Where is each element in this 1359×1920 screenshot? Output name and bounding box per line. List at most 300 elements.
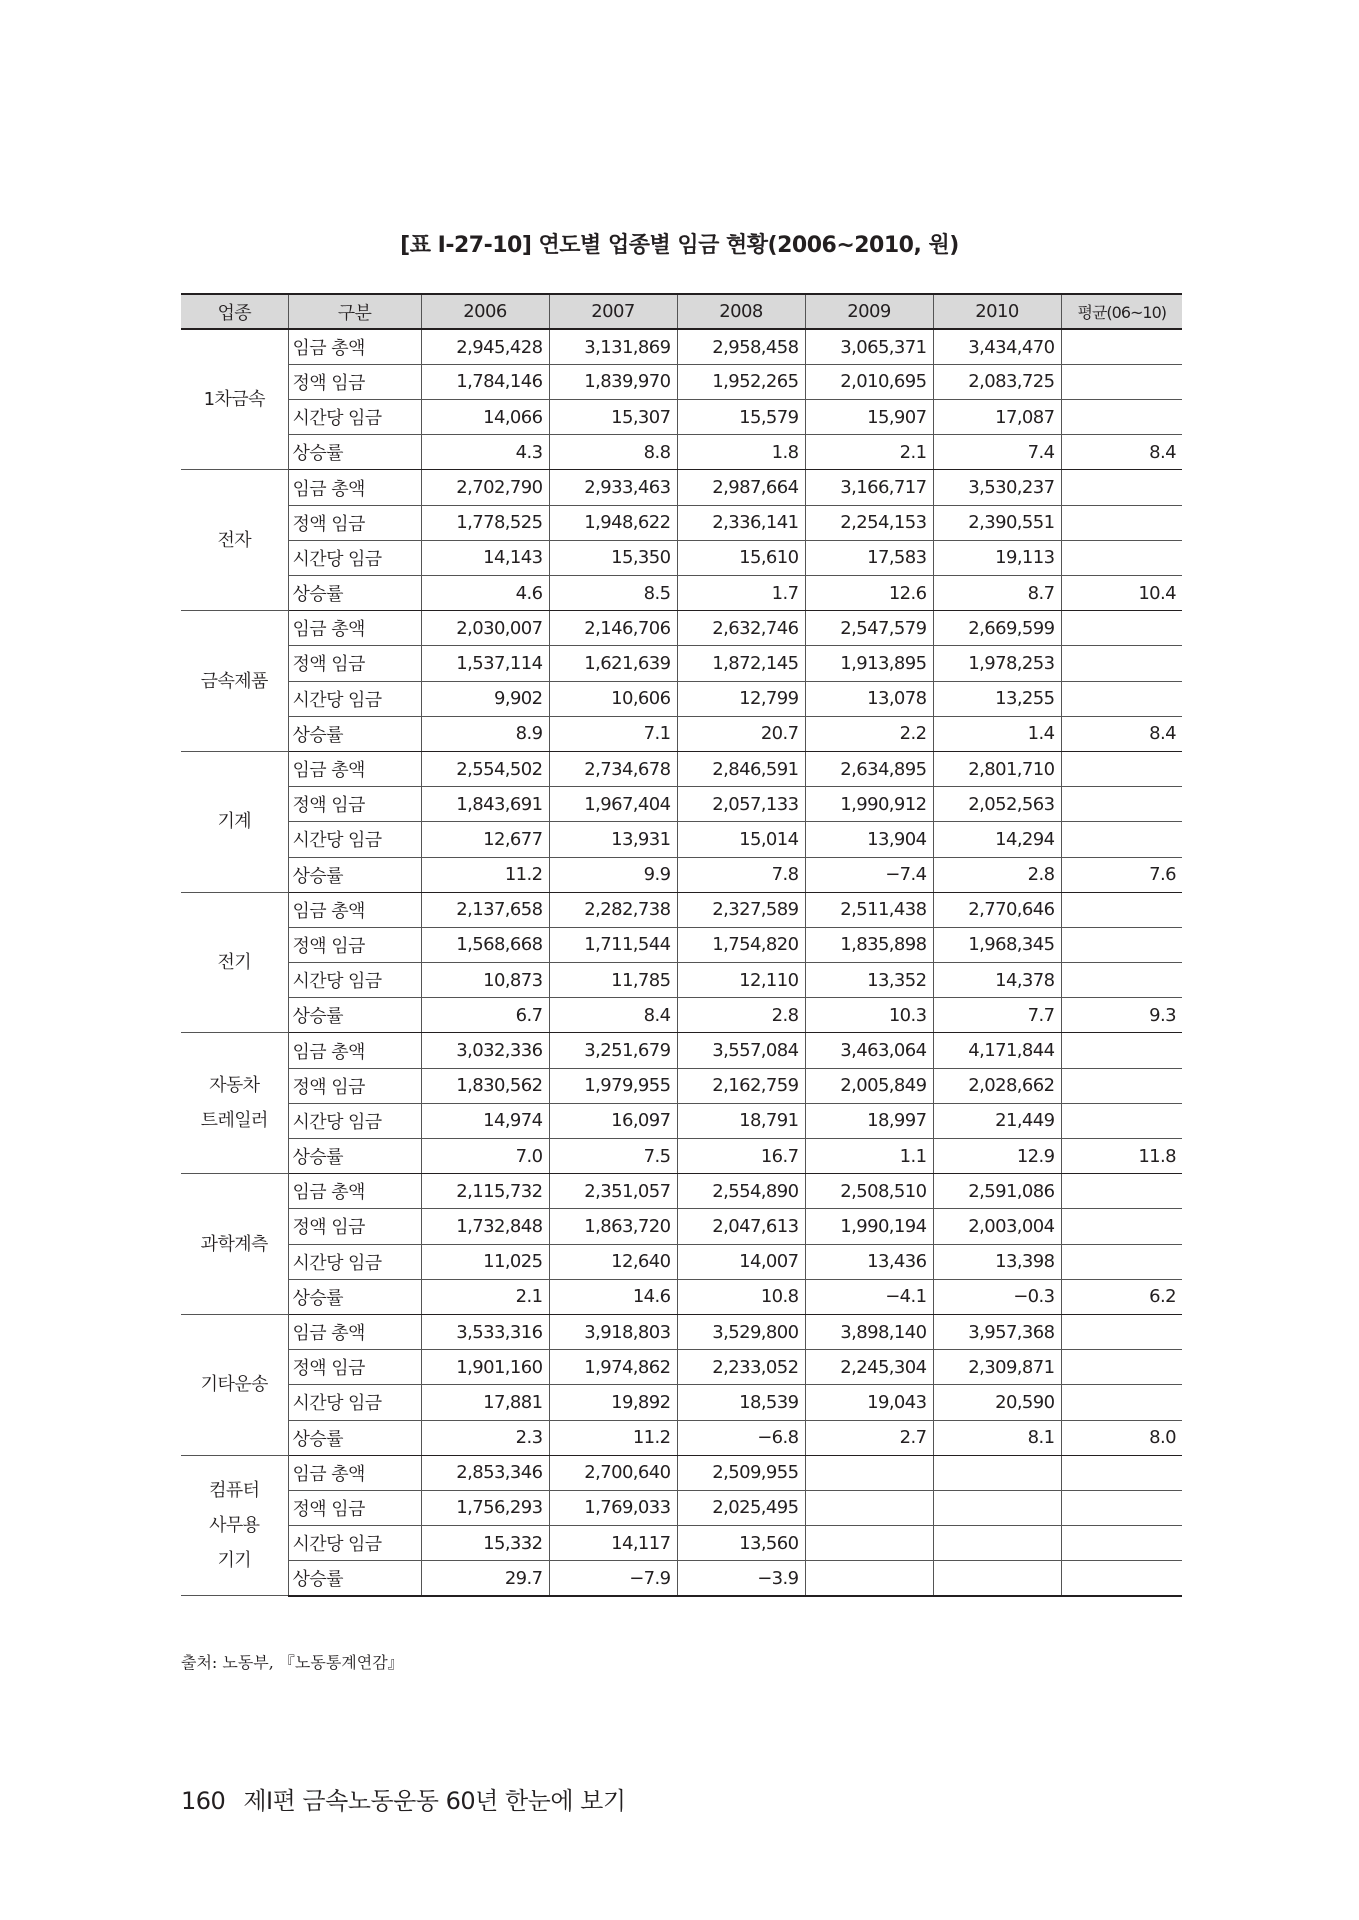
value-cell: [805, 1490, 933, 1525]
value-cell: 1,754,820: [677, 927, 805, 962]
table-body: [181, 329, 1182, 1596]
table-row: [181, 1209, 1182, 1244]
average-cell: [1061, 1209, 1182, 1244]
average-cell: [1061, 1103, 1182, 1138]
value-cell: 9,902: [421, 681, 549, 716]
value-cell: 15,610: [677, 540, 805, 575]
value-cell: 2,933,463: [549, 470, 677, 505]
value-cell: 3,530,237: [933, 470, 1061, 505]
value-cell: 18,791: [677, 1103, 805, 1138]
value-cell: 13,352: [805, 963, 933, 998]
source-note: 출처: 노동부, 『노동통계연감』: [181, 1653, 404, 1672]
value-cell: 2,945,428: [421, 329, 549, 364]
value-cell: 14,143: [421, 540, 549, 575]
table-row: [181, 822, 1182, 857]
value-cell: 2,083,725: [933, 364, 1061, 399]
table-row: [181, 963, 1182, 998]
value-cell: 1,978,253: [933, 646, 1061, 681]
value-cell: 3,557,084: [677, 1033, 805, 1068]
row-label: 정액 임금: [288, 927, 421, 962]
value-cell: 8.5: [549, 576, 677, 611]
table-row: [181, 1174, 1182, 1209]
row-label: 임금 총액: [288, 751, 421, 786]
row-label: 임금 총액: [288, 470, 421, 505]
row-label: 상승률: [288, 1420, 421, 1455]
row-label: 임금 총액: [288, 1314, 421, 1349]
value-cell: 2,327,589: [677, 892, 805, 927]
value-cell: 2.8: [933, 857, 1061, 892]
header-cell: 평균(06~10): [1061, 294, 1182, 329]
header-cell: 업종: [181, 294, 288, 329]
industry-cell: [181, 892, 288, 1033]
header-cell: 2007: [549, 294, 677, 329]
value-cell: 11.2: [421, 857, 549, 892]
value-cell: 29.7: [421, 1561, 549, 1596]
value-cell: 3,918,803: [549, 1314, 677, 1349]
value-cell: 12,677: [421, 822, 549, 857]
value-cell: 1,769,033: [549, 1490, 677, 1525]
table-row: [181, 751, 1182, 786]
value-cell: [933, 1561, 1061, 1596]
page-footer: [181, 1781, 626, 1816]
value-cell: 7.1: [549, 716, 677, 751]
value-cell: 2.1: [805, 435, 933, 470]
value-cell: 13,078: [805, 681, 933, 716]
value-cell: −7.4: [805, 857, 933, 892]
value-cell: 2,801,710: [933, 751, 1061, 786]
value-cell: [933, 1455, 1061, 1490]
value-cell: 11,025: [421, 1244, 549, 1279]
value-cell: 1.1: [805, 1139, 933, 1174]
value-cell: 3,957,368: [933, 1314, 1061, 1349]
page-number: 160: [181, 1787, 226, 1815]
table-row: [181, 1350, 1182, 1385]
row-label: 정액 임금: [288, 364, 421, 399]
value-cell: 3,463,064: [805, 1033, 933, 1068]
value-cell: 1,948,622: [549, 505, 677, 540]
table-row: [181, 716, 1182, 751]
value-cell: 18,539: [677, 1385, 805, 1420]
value-cell: 13,398: [933, 1244, 1061, 1279]
value-cell: 3,131,869: [549, 329, 677, 364]
value-cell: 2,702,790: [421, 470, 549, 505]
value-cell: 2,853,346: [421, 1455, 549, 1490]
table-row: [181, 540, 1182, 575]
value-cell: 10.8: [677, 1279, 805, 1314]
value-cell: 2,336,141: [677, 505, 805, 540]
value-cell: 2,351,057: [549, 1174, 677, 1209]
table-row: [181, 1561, 1182, 1596]
value-cell: 12,640: [549, 1244, 677, 1279]
average-cell: [1061, 822, 1182, 857]
value-cell: 18,997: [805, 1103, 933, 1138]
industry-name-line: 자동차: [209, 1075, 260, 1097]
average-cell: 8.4: [1061, 435, 1182, 470]
industry-name-line: 트레일러: [200, 1110, 268, 1132]
value-cell: 2.1: [421, 1279, 549, 1314]
table-row: [181, 400, 1182, 435]
value-cell: 1.7: [677, 576, 805, 611]
value-cell: 13,904: [805, 822, 933, 857]
value-cell: 1,537,114: [421, 646, 549, 681]
value-cell: 11.2: [549, 1420, 677, 1455]
value-cell: 8.8: [549, 435, 677, 470]
row-label: 상승률: [288, 857, 421, 892]
value-cell: 2,770,646: [933, 892, 1061, 927]
value-cell: 2,987,664: [677, 470, 805, 505]
row-label: 상승률: [288, 1279, 421, 1314]
value-cell: 3,533,316: [421, 1314, 549, 1349]
industry-cell: [181, 1314, 288, 1455]
value-cell: 2,057,133: [677, 787, 805, 822]
value-cell: 6.7: [421, 998, 549, 1033]
value-cell: 3,898,140: [805, 1314, 933, 1349]
value-cell: 2,508,510: [805, 1174, 933, 1209]
value-cell: 21,449: [933, 1103, 1061, 1138]
value-cell: 1.8: [677, 435, 805, 470]
value-cell: 2,700,640: [549, 1455, 677, 1490]
value-cell: 4.3: [421, 435, 549, 470]
value-cell: 2,509,955: [677, 1455, 805, 1490]
value-cell: 2,632,746: [677, 611, 805, 646]
value-cell: 10.3: [805, 998, 933, 1033]
table-row: [181, 364, 1182, 399]
table-row: [181, 1314, 1182, 1349]
value-cell: 15,579: [677, 400, 805, 435]
row-label: 정액 임금: [288, 1490, 421, 1525]
value-cell: 3,529,800: [677, 1314, 805, 1349]
table-row: [181, 576, 1182, 611]
value-cell: 2,052,563: [933, 787, 1061, 822]
value-cell: 19,043: [805, 1385, 933, 1420]
table-row: [181, 1385, 1182, 1420]
wage-table: [181, 293, 1182, 1597]
average-cell: [1061, 1526, 1182, 1561]
value-cell: 19,113: [933, 540, 1061, 575]
industry-name-line: 사무용: [209, 1515, 260, 1537]
average-cell: [1061, 646, 1182, 681]
value-cell: 1,568,668: [421, 927, 549, 962]
average-cell: [1061, 400, 1182, 435]
value-cell: 14,974: [421, 1103, 549, 1138]
value-cell: 1,990,912: [805, 787, 933, 822]
value-cell: [933, 1490, 1061, 1525]
average-cell: [1061, 1455, 1182, 1490]
average-cell: 9.3: [1061, 998, 1182, 1033]
value-cell: 13,560: [677, 1526, 805, 1561]
value-cell: 2,734,678: [549, 751, 677, 786]
value-cell: 13,931: [549, 822, 677, 857]
value-cell: 2,010,695: [805, 364, 933, 399]
industry-cell: [181, 329, 288, 470]
value-cell: −3.9: [677, 1561, 805, 1596]
industry-name-line: 기타운송: [200, 1374, 268, 1396]
value-cell: 3,032,336: [421, 1033, 549, 1068]
value-cell: 2,309,871: [933, 1350, 1061, 1385]
value-cell: 2,005,849: [805, 1068, 933, 1103]
value-cell: 9.9: [549, 857, 677, 892]
table-row: [181, 681, 1182, 716]
table-row: [181, 470, 1182, 505]
value-cell: 2,146,706: [549, 611, 677, 646]
table-row: [181, 1455, 1182, 1490]
row-label: 상승률: [288, 435, 421, 470]
value-cell: 13,255: [933, 681, 1061, 716]
table-row: [181, 1139, 1182, 1174]
value-cell: 1,778,525: [421, 505, 549, 540]
average-cell: [1061, 927, 1182, 962]
value-cell: 16,097: [549, 1103, 677, 1138]
industry-name-line: 과학계측: [200, 1233, 268, 1255]
value-cell: 1,835,898: [805, 927, 933, 962]
average-cell: 8.4: [1061, 716, 1182, 751]
row-label: 상승률: [288, 1561, 421, 1596]
table-row: [181, 1033, 1182, 1068]
industry-name-line: 기계: [217, 811, 252, 833]
row-label: 정액 임금: [288, 646, 421, 681]
industry-cell: [181, 470, 288, 611]
value-cell: 8.4: [549, 998, 677, 1033]
average-cell: [1061, 505, 1182, 540]
table-row: [181, 1526, 1182, 1561]
value-cell: 2.7: [805, 1420, 933, 1455]
table-row: [181, 857, 1182, 892]
value-cell: 15,332: [421, 1526, 549, 1561]
average-cell: [1061, 1385, 1182, 1420]
header-row: [181, 294, 1182, 329]
row-label: 정액 임금: [288, 1209, 421, 1244]
row-label: 임금 총액: [288, 611, 421, 646]
industry-name-line: 전자: [217, 529, 252, 551]
value-cell: 1,967,404: [549, 787, 677, 822]
value-cell: 16.7: [677, 1139, 805, 1174]
industry-name-line: 금속제품: [200, 670, 268, 692]
header-cell: 2009: [805, 294, 933, 329]
value-cell: 2,254,153: [805, 505, 933, 540]
average-cell: [1061, 1174, 1182, 1209]
value-cell: 3,434,470: [933, 329, 1061, 364]
row-label: 상승률: [288, 998, 421, 1033]
value-cell: 1,913,895: [805, 646, 933, 681]
average-cell: [1061, 1350, 1182, 1385]
value-cell: 2,591,086: [933, 1174, 1061, 1209]
table-row: [181, 787, 1182, 822]
value-cell: −6.8: [677, 1420, 805, 1455]
value-cell: −0.3: [933, 1279, 1061, 1314]
row-label: 정액 임금: [288, 1350, 421, 1385]
table-row: [181, 646, 1182, 681]
value-cell: 1,872,145: [677, 646, 805, 681]
table-row: [181, 1420, 1182, 1455]
average-cell: [1061, 1561, 1182, 1596]
industry-cell: [181, 1174, 288, 1315]
value-cell: 2,547,579: [805, 611, 933, 646]
value-cell: 14,378: [933, 963, 1061, 998]
value-cell: 8.9: [421, 716, 549, 751]
value-cell: 2,634,895: [805, 751, 933, 786]
value-cell: 2,003,004: [933, 1209, 1061, 1244]
value-cell: 2,554,890: [677, 1174, 805, 1209]
value-cell: 12.9: [933, 1139, 1061, 1174]
average-cell: [1061, 751, 1182, 786]
value-cell: 14,117: [549, 1526, 677, 1561]
value-cell: 2,282,738: [549, 892, 677, 927]
value-cell: 1,830,562: [421, 1068, 549, 1103]
table-row: [181, 329, 1182, 364]
value-cell: 15,907: [805, 400, 933, 435]
value-cell: 1,901,160: [421, 1350, 549, 1385]
average-cell: [1061, 611, 1182, 646]
row-label: 임금 총액: [288, 892, 421, 927]
value-cell: 3,166,717: [805, 470, 933, 505]
value-cell: [933, 1526, 1061, 1561]
value-cell: 2,245,304: [805, 1350, 933, 1385]
row-label: 임금 총액: [288, 1174, 421, 1209]
row-label: 상승률: [288, 576, 421, 611]
value-cell: 1,621,639: [549, 646, 677, 681]
industry-name-line: 컴퓨터: [209, 1480, 260, 1502]
value-cell: 14.6: [549, 1279, 677, 1314]
value-cell: 2.8: [677, 998, 805, 1033]
row-label: 시간당 임금: [288, 1103, 421, 1138]
value-cell: 2.2: [805, 716, 933, 751]
table-row: [181, 1279, 1182, 1314]
value-cell: 1,711,544: [549, 927, 677, 962]
value-cell: 2,511,438: [805, 892, 933, 927]
value-cell: 2,025,495: [677, 1490, 805, 1525]
average-cell: [1061, 329, 1182, 364]
row-label: 시간당 임금: [288, 963, 421, 998]
value-cell: 2,028,662: [933, 1068, 1061, 1103]
value-cell: 3,251,679: [549, 1033, 677, 1068]
value-cell: 1,863,720: [549, 1209, 677, 1244]
row-label: 시간당 임금: [288, 822, 421, 857]
value-cell: 17,087: [933, 400, 1061, 435]
industry-name-line: 전기: [217, 952, 252, 974]
value-cell: 2,390,551: [933, 505, 1061, 540]
value-cell: 2,137,658: [421, 892, 549, 927]
industry-name-line: 기기: [217, 1550, 252, 1572]
value-cell: 1,732,848: [421, 1209, 549, 1244]
value-cell: 20,590: [933, 1385, 1061, 1420]
value-cell: 15,350: [549, 540, 677, 575]
value-cell: 12.6: [805, 576, 933, 611]
row-label: 상승률: [288, 716, 421, 751]
value-cell: 15,307: [549, 400, 677, 435]
table-row: [181, 505, 1182, 540]
value-cell: 2,669,599: [933, 611, 1061, 646]
value-cell: 2,958,458: [677, 329, 805, 364]
row-label: 임금 총액: [288, 1455, 421, 1490]
table-row: [181, 1244, 1182, 1279]
value-cell: 7.5: [549, 1139, 677, 1174]
table-row: [181, 435, 1182, 470]
value-cell: 1,756,293: [421, 1490, 549, 1525]
row-label: 정액 임금: [288, 1068, 421, 1103]
header-cell: 구분: [288, 294, 421, 329]
row-label: 시간당 임금: [288, 1244, 421, 1279]
value-cell: 7.8: [677, 857, 805, 892]
average-cell: [1061, 1490, 1182, 1525]
value-cell: 10,873: [421, 963, 549, 998]
row-label: 정액 임금: [288, 787, 421, 822]
value-cell: [805, 1561, 933, 1596]
value-cell: 10,606: [549, 681, 677, 716]
average-cell: [1061, 1033, 1182, 1068]
table-row: [181, 892, 1182, 927]
header-cell: 2010: [933, 294, 1061, 329]
value-cell: 2,030,007: [421, 611, 549, 646]
value-cell: 2,047,613: [677, 1209, 805, 1244]
value-cell: 2.3: [421, 1420, 549, 1455]
value-cell: 1,784,146: [421, 364, 549, 399]
value-cell: 4.6: [421, 576, 549, 611]
row-label: 시간당 임금: [288, 540, 421, 575]
average-cell: 8.0: [1061, 1420, 1182, 1455]
value-cell: 2,554,502: [421, 751, 549, 786]
value-cell: 12,110: [677, 963, 805, 998]
value-cell: 17,881: [421, 1385, 549, 1420]
table-row: [181, 927, 1182, 962]
industry-cell: [181, 1455, 288, 1596]
average-cell: 11.8: [1061, 1139, 1182, 1174]
value-cell: 1,979,955: [549, 1068, 677, 1103]
value-cell: 14,294: [933, 822, 1061, 857]
average-cell: [1061, 1314, 1182, 1349]
average-cell: [1061, 540, 1182, 575]
industry-cell: [181, 751, 288, 892]
row-label: 시간당 임금: [288, 1385, 421, 1420]
value-cell: 15,014: [677, 822, 805, 857]
value-cell: 1,974,862: [549, 1350, 677, 1385]
value-cell: 3,065,371: [805, 329, 933, 364]
value-cell: 8.1: [933, 1420, 1061, 1455]
average-cell: 10.4: [1061, 576, 1182, 611]
average-cell: 6.2: [1061, 1279, 1182, 1314]
header-cell: 2008: [677, 294, 805, 329]
value-cell: [805, 1455, 933, 1490]
industry-cell: [181, 611, 288, 752]
value-cell: 2,233,052: [677, 1350, 805, 1385]
table-title: [표 Ⅰ-27-10] 연도별 업종별 임금 현황(2006~2010, 원): [400, 233, 959, 258]
industry-name-line: 1차금속: [203, 389, 265, 411]
row-label: 임금 총액: [288, 1033, 421, 1068]
row-label: 시간당 임금: [288, 681, 421, 716]
average-cell: [1061, 1068, 1182, 1103]
value-cell: 14,066: [421, 400, 549, 435]
average-cell: 7.6: [1061, 857, 1182, 892]
average-cell: [1061, 963, 1182, 998]
value-cell: −4.1: [805, 1279, 933, 1314]
value-cell: 2,162,759: [677, 1068, 805, 1103]
value-cell: 11,785: [549, 963, 677, 998]
average-cell: [1061, 1244, 1182, 1279]
row-label: 정액 임금: [288, 505, 421, 540]
value-cell: 20.7: [677, 716, 805, 751]
average-cell: [1061, 364, 1182, 399]
average-cell: [1061, 787, 1182, 822]
value-cell: 7.4: [933, 435, 1061, 470]
value-cell: 1,990,194: [805, 1209, 933, 1244]
value-cell: [805, 1526, 933, 1561]
table-row: [181, 1103, 1182, 1138]
value-cell: 7.7: [933, 998, 1061, 1033]
row-label: 시간당 임금: [288, 400, 421, 435]
value-cell: 1,952,265: [677, 364, 805, 399]
value-cell: 4,171,844: [933, 1033, 1061, 1068]
value-cell: 7.0: [421, 1139, 549, 1174]
value-cell: 13,436: [805, 1244, 933, 1279]
